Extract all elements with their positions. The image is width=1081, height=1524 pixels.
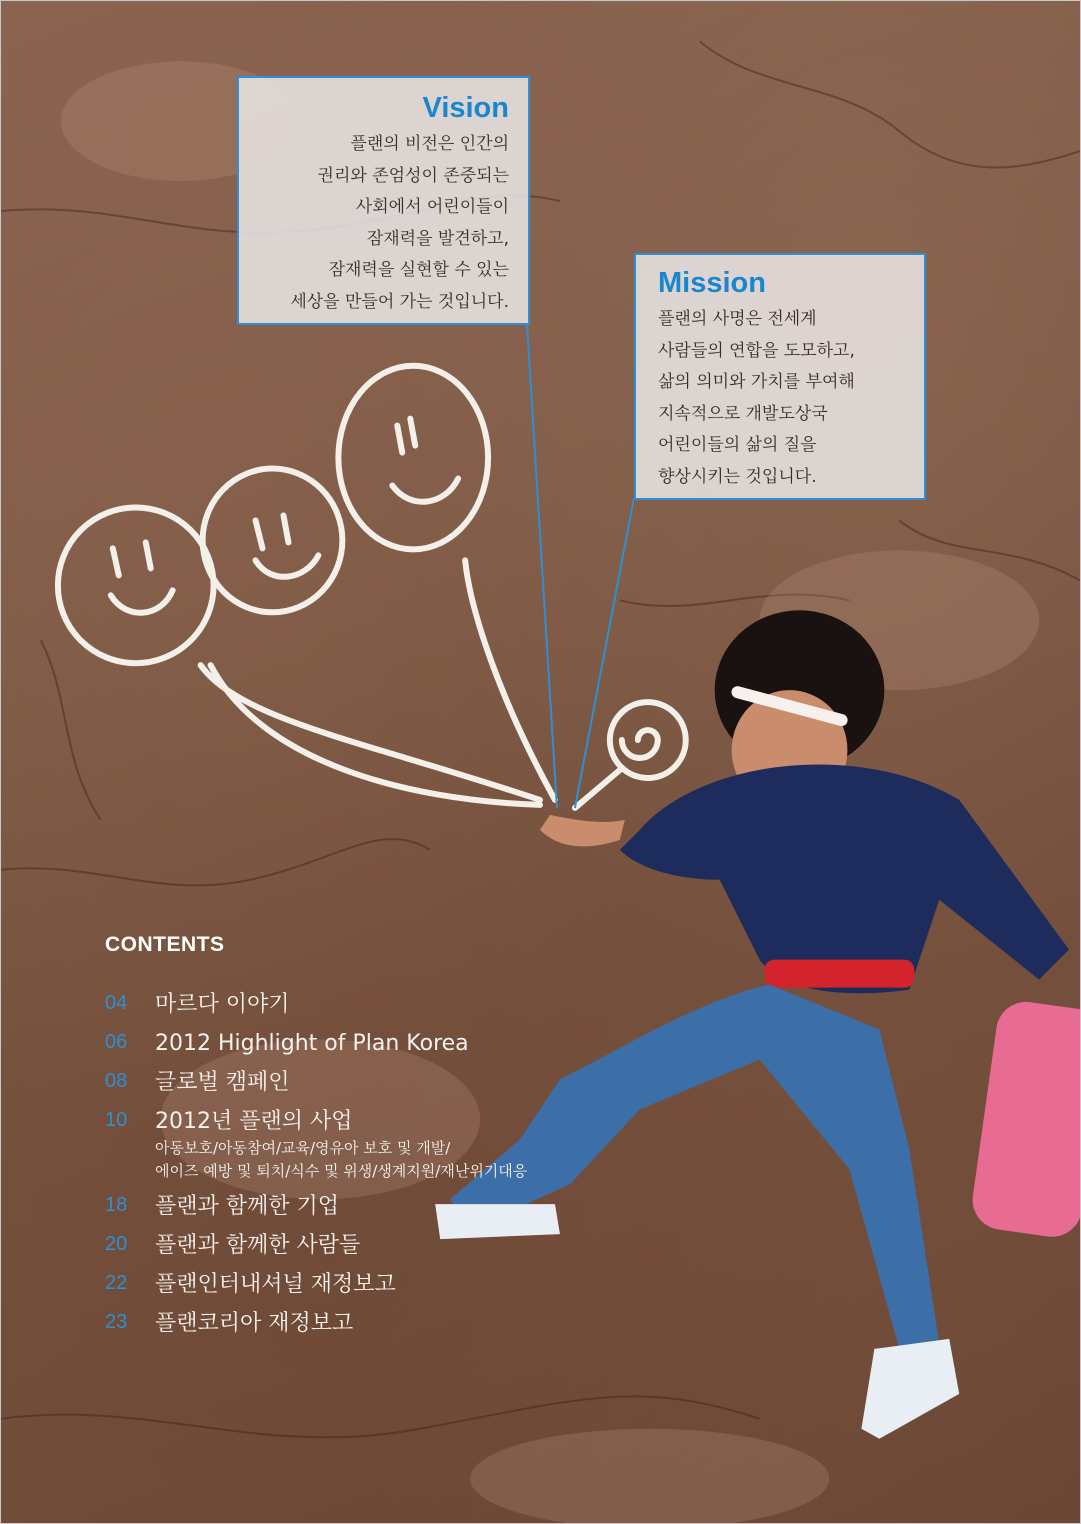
contents-heading: CONTENTS [105, 933, 225, 956]
toc-title: 마르다 이야기 [155, 992, 290, 1017]
vision-heading: Vision [422, 92, 509, 124]
chalk-balloons [58, 366, 686, 808]
vision-line: 잠재력을 발견하고, [366, 228, 509, 249]
toc-page-number: 04 [105, 992, 128, 1014]
vision-line: 권리와 존엄성이 존중되는 [317, 165, 509, 186]
toc-item[interactable] [105, 1269, 527, 1300]
toc-page-number: 06 [105, 1031, 128, 1053]
vision-line: 세상을 만들어 가는 것입니다. [290, 291, 509, 312]
vision-line: 플랜의 비전은 인간의 [350, 134, 509, 154]
toc-list [105, 989, 527, 1339]
toc-page-number: 20 [105, 1233, 128, 1255]
toc-subtitle: 아동보호/아동참여/교육/영유아 보호 및 개발/ [155, 1139, 451, 1157]
toc-page-number: 22 [105, 1272, 128, 1294]
toc-title: 플랜인터내셔널 재정보고 [155, 1272, 396, 1297]
toc-item[interactable] [105, 1191, 527, 1222]
toc-subtitle: 에이즈 예방 및 퇴치/식수 및 위생/생계지원/재난위기대응 [155, 1162, 528, 1180]
mission-line: 향상시키는 것입니다. [658, 466, 817, 487]
toc-title: 2012년 플랜의 사업 [155, 1109, 353, 1134]
toc-item[interactable] [105, 1308, 527, 1339]
mission-line: 사람들의 연합을 도모하고, [658, 340, 855, 361]
mission-box [634, 253, 926, 500]
vision-line: 잠재력을 실현할 수 있는 [328, 260, 509, 280]
mission-heading: Mission [658, 267, 766, 299]
mission-line: 어린이들의 삶의 질을 [658, 435, 817, 455]
vision-line: 사회에서 어린이들이 [355, 197, 509, 217]
toc-title: 플랜과 함께한 기업 [155, 1194, 340, 1219]
toc-item[interactable] [105, 989, 527, 1020]
toc-title: 2012 Highlight of Plan Korea [155, 1031, 469, 1056]
toc-page-number: 08 [105, 1070, 128, 1092]
mission-line: 삶의 의미와 가치를 부여해 [658, 372, 855, 392]
mission-line: 플랜의 사명은 전세계 [658, 309, 817, 329]
toc-page-number: 23 [105, 1311, 128, 1333]
toc-item[interactable] [105, 1106, 527, 1183]
vision-box [237, 76, 530, 325]
child-figure [435, 610, 1080, 1438]
toc-page-number: 10 [105, 1109, 128, 1131]
toc-item[interactable] [105, 1230, 527, 1261]
toc-page-number: 18 [105, 1194, 128, 1216]
toc-title: 플랜코리아 재정보고 [155, 1311, 354, 1336]
toc-item[interactable] [105, 1067, 527, 1098]
toc-title: 플랜과 함께한 사람들 [155, 1233, 361, 1258]
table-of-contents [105, 933, 527, 1347]
toc-item[interactable] [105, 1028, 527, 1059]
toc-title: 글로벌 캠페인 [155, 1070, 290, 1095]
mission-line: 지속적으로 개발도상국 [658, 403, 828, 424]
